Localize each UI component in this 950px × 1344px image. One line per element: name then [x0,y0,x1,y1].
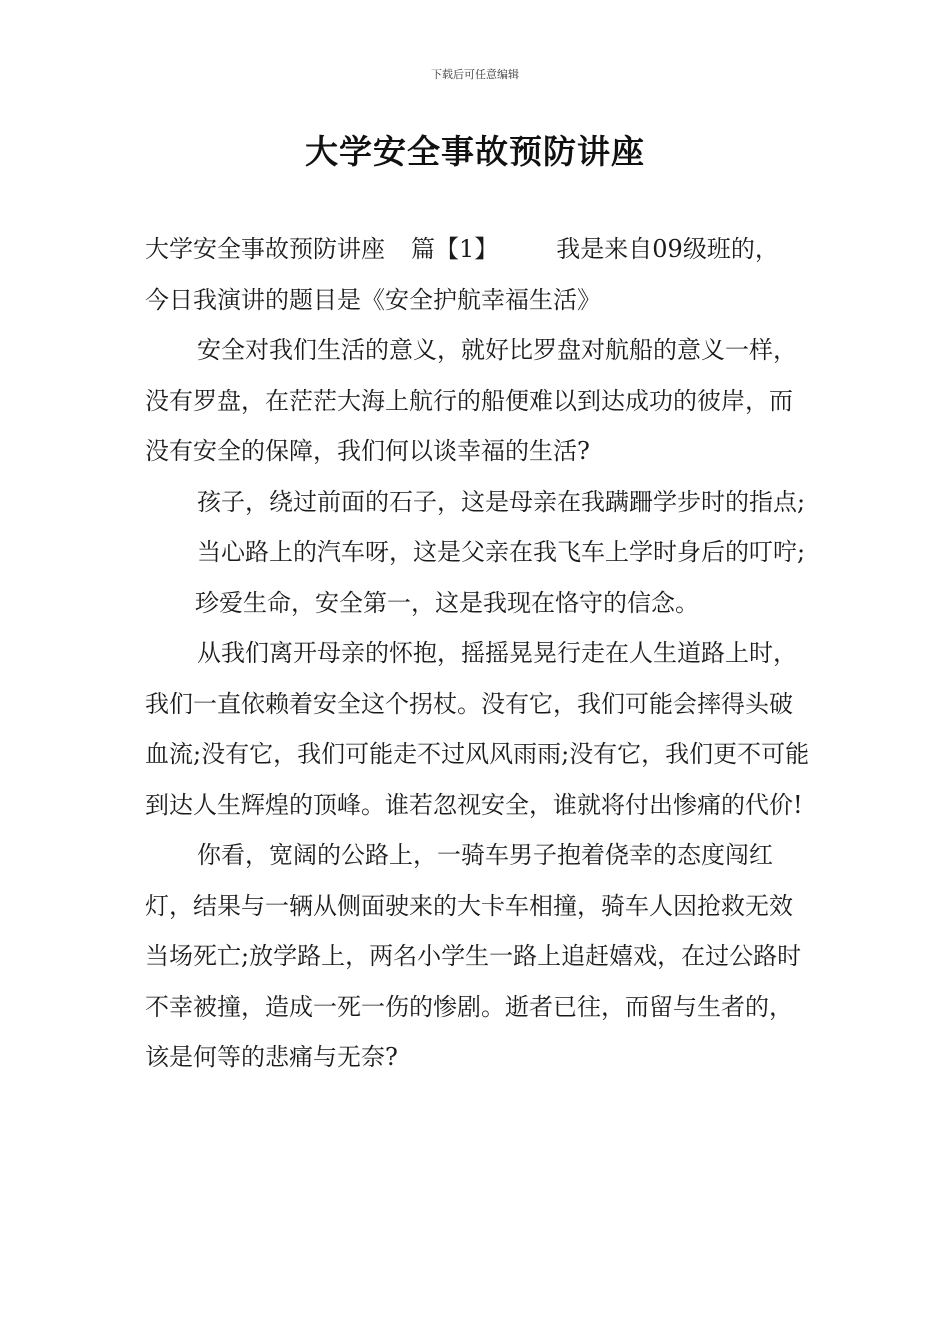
page-header-note: 下载后可任意编辑 [431,68,519,81]
intro-series-title: 大学安全事故预防讲座 [145,235,385,263]
paragraph: 孩子，绕过前面的石子，这是母亲在我蹒跚学步时的指点; [197,487,806,516]
paragraph: 从我们离开母亲的怀抱，摇摇晃晃行走在人生道路上时，我们一直依赖着安全这个拐杖。没有它，我们可能会摔得头破血流;没有它，我们可能走不过风风雨雨;没有它，我们更不可能到达人生辉煌的顶峰。谁若忽视安全，谁就将付出惨痛的代价! [145,639,810,819]
intro-line-2: 今日我演讲的题目是《安全护航幸福生活》 [145,285,601,314]
paragraph: 你看，宽阔的公路上，一骑车男子抱着侥幸的态度闯红灯，结果与一辆从侧面驶来的大卡车相撞，骑车人因抢救无效当场死亡;放学路上，两名小学生一路上追赶嬉戏，在过公路时不幸被撞，造成一死一伤的惨剧。逝者已往，而留与生者的，该是何等的悲痛与无奈? [145,841,802,1071]
paragraph: 安全对我们生活的意义，就好比罗盘对航船的意义一样，没有罗盘，在茫茫大海上航行的船便难以到达成功的彼岸，而没有安全的保障，我们何以谈幸福的生活? [145,336,797,465]
intro-lead: 我是来自09级班的， [556,235,779,263]
document-title: 大学安全事故预防讲座 [305,132,645,171]
intro-part-label: 篇【1】 [411,235,499,263]
intro-line-1 [145,224,810,275]
paragraph: 当心路上的汽车呀，这是父亲在我飞车上学时身后的叮咛; [197,538,806,566]
paragraph: 珍爱生命，安全第一，这是我现在恪守的信念。 [195,588,699,617]
document-body [145,224,810,1083]
